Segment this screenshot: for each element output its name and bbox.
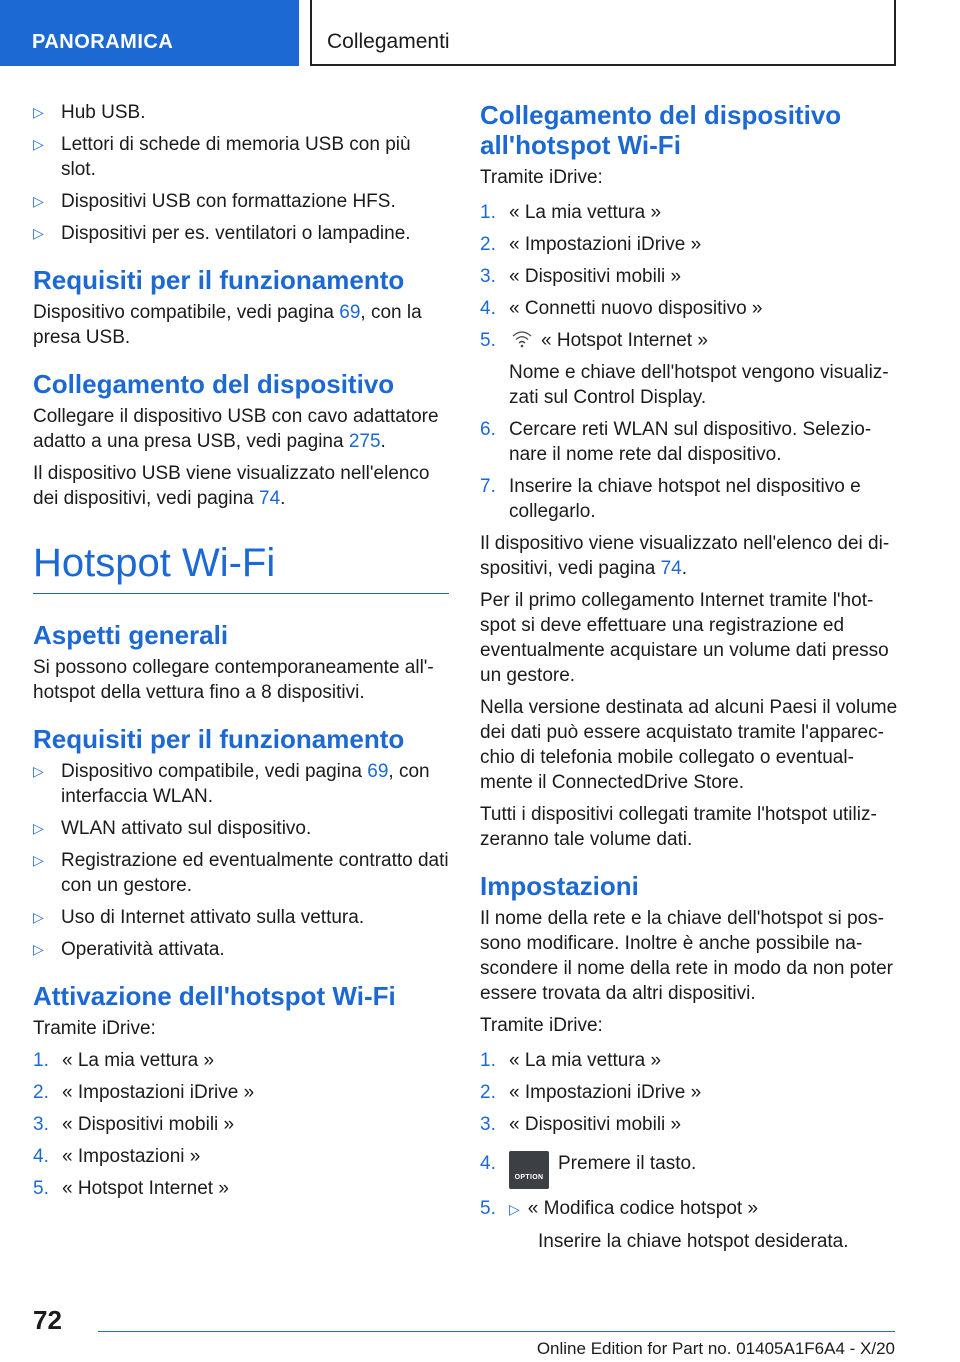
list-item: 5. « Hotspot Internet »	[33, 1178, 229, 1199]
list-item: ▷ Dispositivo compatibile, vedi pagina 69, con interfaccia WLAN.	[33, 761, 430, 807]
list-item: 1. « La mia vettura »	[480, 202, 662, 223]
list-item: ▷ Registrazione ed eventualmente contratto dati con un gestore.	[33, 850, 449, 896]
list-item: 2. « Impostazioni iDrive »	[480, 1082, 702, 1103]
section-heading: Collegamento del dispositivo all'hotspot Wi-Fi	[480, 100, 842, 160]
list-item: ▷ WLAN attivato sul dispositivo.	[33, 818, 312, 839]
step-number: 2.	[480, 1082, 496, 1103]
wifi-icon	[511, 329, 533, 349]
footer-text: Online Edition for Part no. 01405A1F6A4 - X/20	[536, 1339, 895, 1358]
bullet-marker-icon: ▷	[33, 193, 44, 209]
step-number: 3.	[480, 266, 496, 287]
bullet-marker-icon: ▷	[33, 225, 44, 241]
section-title: Collegamenti	[310, 0, 896, 66]
connect-steps	[480, 200, 900, 524]
right-column	[480, 100, 900, 1261]
paragraph: Si possono collegare contemporaneamente all'-hotspot della vettura fino a 8 dispositivi.	[33, 657, 434, 703]
paragraph: Il nome della rete e la chiave dell'hotspot si pos-sono modificare. Inoltre è anche possibile na-scondere il nome della rete in modo da non poter essere trovata da altri dispositivi.	[480, 908, 893, 1004]
chapter-tab[interactable]: PANORAMICA	[0, 0, 299, 66]
section-heading: Collegamento del dispositivo	[33, 369, 395, 399]
paragraph: Tutti i dispositivi collegati tramite l'hotspot utiliz-zeranno tale volume dati.	[480, 804, 877, 850]
step-number: 1.	[480, 202, 496, 223]
paragraph: Tramite iDrive:	[480, 1015, 603, 1036]
paragraph: Nella versione destinata ad alcuni Paesi il volume dei dati può essere acquistato tramite l'apparec-chio di telefonia mobile collegato o eventual-mente il ConnectedDrive Store.	[480, 697, 898, 793]
bullet-marker-icon: ▷	[33, 820, 44, 836]
section-heading: Requisiti per il funzionamento	[33, 724, 405, 754]
list-item: ▷ Uso di Internet attivato sulla vettura.	[33, 907, 365, 928]
bullet-marker-icon: ▷	[33, 763, 44, 779]
list-item: ▷ Operatività attivata.	[33, 939, 225, 960]
step-number: 4.	[33, 1146, 49, 1167]
paragraph: Collegare il dispositivo USB con cavo adattatore adatto a una presa USB, vedi pagina 275.	[33, 406, 439, 452]
section-heading: Aspetti generali	[33, 620, 229, 650]
left-column	[33, 100, 449, 1208]
paragraph: Il dispositivo USB viene visualizzato nell'elenco dei dispositivi, vedi pagina 74.	[33, 463, 430, 509]
list-item: 3. « Dispositivi mobili »	[480, 266, 682, 287]
step-number: 4.	[480, 298, 496, 319]
page-link[interactable]: 69	[367, 761, 389, 782]
page-number: 72	[33, 1305, 62, 1335]
bullet-marker-icon: ▷	[33, 852, 44, 868]
list-item: ▷ Lettori di schede di memoria USB con più slot.	[33, 134, 411, 180]
step-number: 3.	[480, 1114, 496, 1135]
step-number: 5.	[480, 1198, 496, 1219]
page-link[interactable]: 74	[660, 558, 682, 579]
list-item: ▷ Dispositivi USB con formattazione HFS.	[33, 191, 396, 212]
option-button-icon: OPTION	[509, 1151, 549, 1189]
paragraph: Il dispositivo viene visualizzato nell'elenco dei di-spositivi, vedi pagina 74.	[480, 533, 890, 579]
list-item: 5. « Hotspot Internet » Nome e chiave dell'hotspot vengono visualiz-zati sul Control Display.	[480, 330, 889, 408]
list-item: 4. « Connetti nuovo dispositivo »	[480, 298, 763, 319]
list-item: 4. OPTIONPremere il tasto.	[480, 1151, 900, 1189]
list-item: 5. ▷ « Modifica codice hotspot » Inserire la chiave hotspot desiderata.	[480, 1198, 849, 1252]
step-number: 4.	[480, 1153, 496, 1174]
list-item: 3. « Dispositivi mobili »	[480, 1114, 682, 1135]
section-heading: Impostazioni	[480, 871, 639, 901]
chapter-title: Hotspot Wi-Fi	[33, 541, 449, 594]
step-number: 1.	[33, 1050, 49, 1071]
bullet-marker-icon: ▷	[33, 909, 44, 925]
bullet-marker-icon: ▷	[33, 136, 44, 152]
page-link[interactable]: 69	[339, 302, 361, 323]
list-item: 7. Inserire la chiave hotspot nel dispositivo e collegarlo.	[480, 476, 861, 522]
bullet-marker-icon: ▷	[33, 941, 44, 957]
step-number: 2.	[480, 234, 496, 255]
list-item: ▷ Dispositivi per es. ventilatori o lampadine.	[33, 223, 411, 244]
paragraph: Dispositivo compatibile, vedi pagina 69, con la presa USB.	[33, 302, 422, 348]
page-link[interactable]: 74	[259, 488, 281, 509]
step-number: 6.	[480, 419, 496, 440]
bullet-marker-icon: ▷	[33, 104, 44, 120]
paragraph: Tramite iDrive:	[480, 167, 603, 188]
activation-steps	[33, 1048, 449, 1201]
footer-divider	[98, 1331, 895, 1332]
step-number: 5.	[33, 1178, 49, 1199]
page-header	[0, 0, 960, 66]
section-heading: Attivazione dell'hotspot Wi-Fi	[33, 981, 396, 1011]
bullet-marker-icon: ▷	[509, 1201, 520, 1217]
requirements-list	[33, 759, 449, 962]
list-item: 2. « Impostazioni iDrive »	[33, 1082, 255, 1103]
settings-steps	[480, 1048, 900, 1254]
list-item: 1. « La mia vettura »	[480, 1050, 662, 1071]
usb-exclusions-list	[33, 100, 449, 246]
step-number: 5.	[480, 330, 496, 351]
page-link[interactable]: 275	[348, 431, 381, 452]
list-item: 2. « Impostazioni iDrive »	[480, 234, 702, 255]
list-item: 6. Cercare reti WLAN sul dispositivo. Selezio-nare il nome rete dal dispositivo.	[480, 419, 872, 465]
list-item: 1. « La mia vettura »	[33, 1050, 215, 1071]
section-heading: Requisiti per il funzionamento	[33, 265, 405, 295]
step-number: 2.	[33, 1082, 49, 1103]
paragraph: Tramite iDrive:	[33, 1018, 156, 1039]
list-item: 3. « Dispositivi mobili »	[33, 1114, 235, 1135]
list-item: ▷ Hub USB.	[33, 102, 146, 123]
step-number: 3.	[33, 1114, 49, 1135]
step-number: 7.	[480, 476, 496, 497]
step-number: 1.	[480, 1050, 496, 1071]
paragraph: Per il primo collegamento Internet tramite l'hot-spot si deve effettuare una registrazione ed eventualmente acquistare un volume dati presso un gestore.	[480, 590, 889, 686]
list-item: 4. « Impostazioni »	[33, 1146, 201, 1167]
